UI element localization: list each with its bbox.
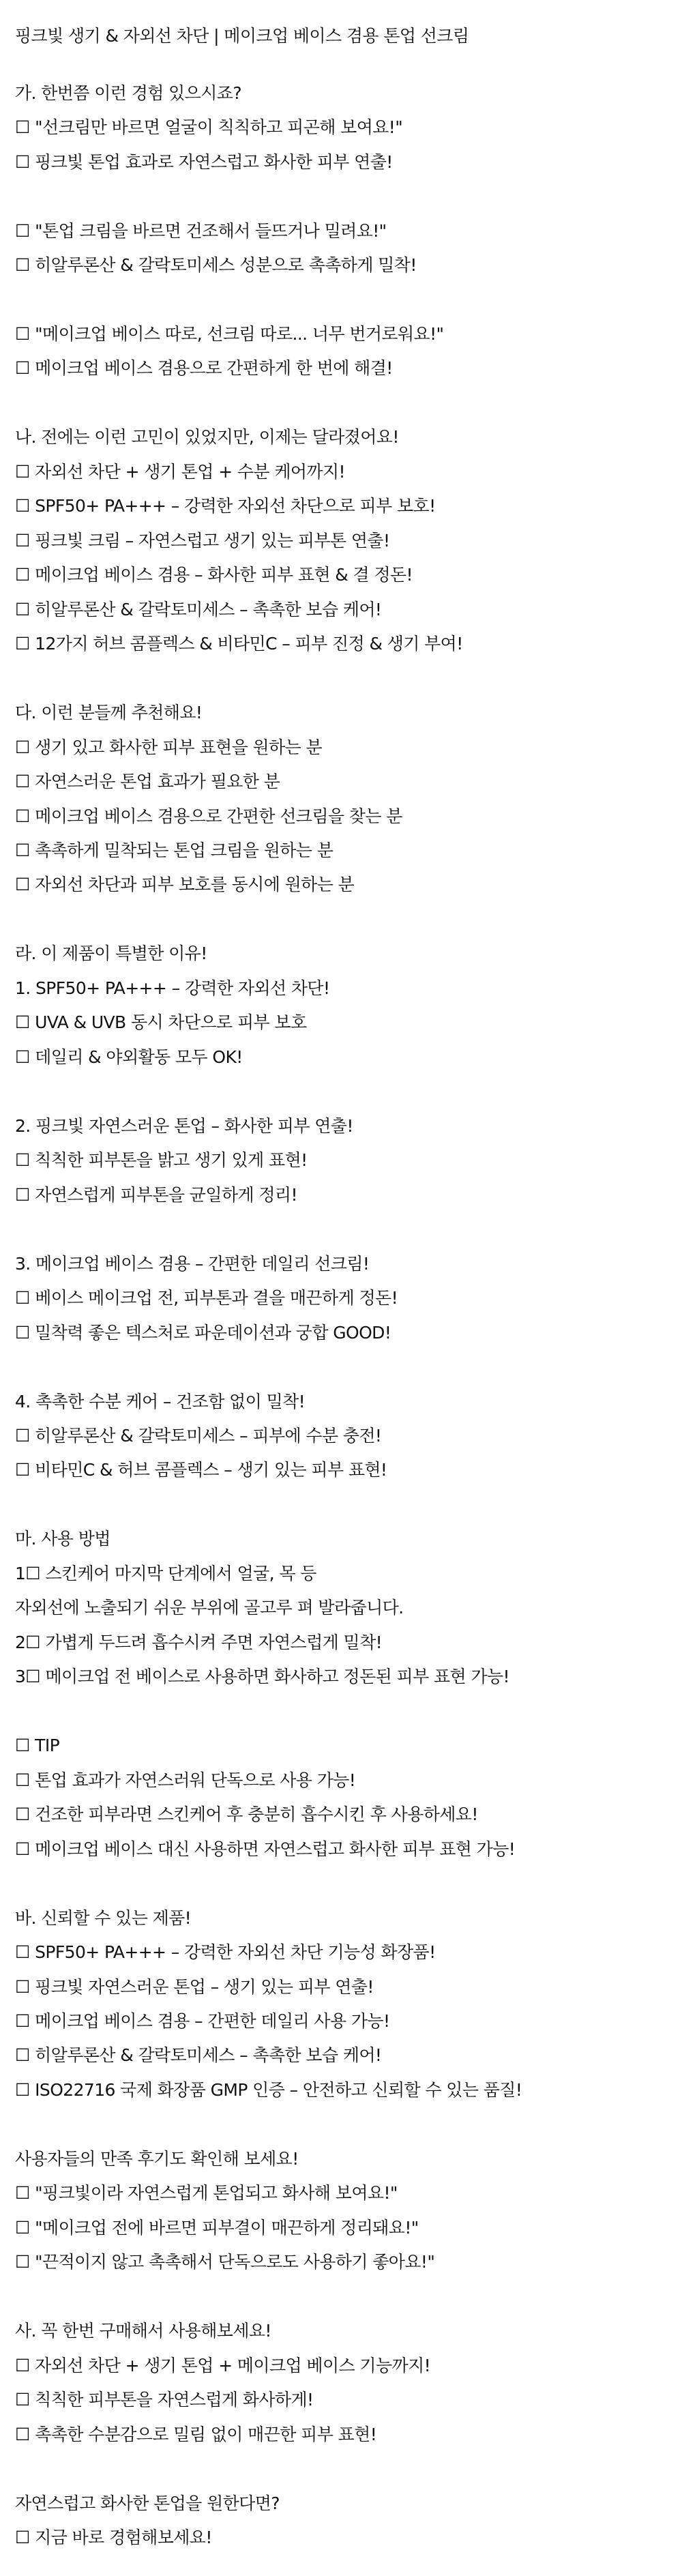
section-sa-heading: 사. 꼭 한번 구매해서 사용해보세요! <box>15 2321 271 2341</box>
tip-heading: ☐ TIP <box>15 1736 60 1755</box>
section-ra-point-title: 4. 촉촉한 수분 케어 – 건조함 없이 밀착! <box>15 1392 306 1411</box>
section-ba-item: ☐ ISO22716 국제 화장품 GMP 인증 – 안전하고 신뢰할 수 있는 품질! <box>15 2080 522 2100</box>
review-item: ☐ "메이크업 전에 바르면 피부결이 매끈하게 정리돼요!" <box>15 2218 419 2238</box>
section-ra-point-title: 2. 핑크빛 자연스러운 톤업 – 화사한 피부 연출! <box>15 1116 353 1136</box>
section-ra-point-item: ☐ 밀착력 좋은 텍스처로 파운데이션과 궁합 GOOD! <box>15 1323 391 1343</box>
cta-action: ☐ 지금 바로 경험해보세요! <box>15 2528 212 2547</box>
section-ra-point-item: ☐ 베이스 메이크업 전, 피부톤과 결을 매끈하게 정돈! <box>15 1288 398 1308</box>
section-ga-item: ☐ 히알루론산 & 갈락토미세스 성분으로 촉촉하게 밀착! <box>15 255 417 275</box>
section-ra-point-title: 3. 메이크업 베이스 겸용 – 간편한 데일리 선크림! <box>15 1254 370 1274</box>
review-item: ☐ "핑크빛이라 자연스럽게 톤업되고 화사해 보여요!" <box>15 2183 398 2203</box>
section-ga-item: ☐ 메이크업 베이스 겸용으로 간편하게 한 번에 해결! <box>15 358 393 378</box>
section-ga-item: ☐ "톤업 크림을 바르면 건조해서 들뜨거나 밀려요!" <box>15 221 387 241</box>
tip-item: ☐ 톤업 효과가 자연스러워 단독으로 사용 가능! <box>15 1770 356 1790</box>
section-ba-item: ☐ 메이크업 베이스 겸용 – 간편한 데일리 사용 가능! <box>15 2011 390 2031</box>
section-ga-item: ☐ 핑크빛 톤업 효과로 자연스럽고 화사한 피부 연출! <box>15 152 393 172</box>
section-ra-point-item: ☐ 데일리 & 야외활동 모두 OK! <box>15 1047 243 1067</box>
reviews-heading: 사용자들의 만족 후기도 확인해 보세요! <box>15 2149 299 2169</box>
section-ga-heading: 가. 한번쯤 이런 경험 있으시죠? <box>15 83 242 103</box>
section-na-item: ☐ 메이크업 베이스 겸용 – 화사한 피부 표현 & 결 정돈! <box>15 565 413 585</box>
section-na-item: ☐ 자외선 차단 + 생기 톤업 + 수분 케어까지! <box>15 462 345 482</box>
section-da-item: ☐ 자외선 차단과 피부 보호를 동시에 원하는 분 <box>15 875 355 894</box>
document-title: 핑크빛 생기 & 자외선 차단 | 메이크업 베이스 겸용 톤업 선크림 <box>15 26 469 46</box>
tip-item: ☐ 건조한 피부라면 스킨케어 후 충분히 흡수시킨 후 사용하세요! <box>15 1804 478 1824</box>
cta-question: 자연스럽고 화사한 톤업을 원한다면? <box>15 2493 280 2513</box>
section-na-item: ☐ 히알루론산 & 갈락토미세스 – 촉촉한 보습 케어! <box>15 600 382 619</box>
section-ra-point-item: ☐ 비타민C & 허브 콤플렉스 – 생기 있는 피부 표현! <box>15 1460 387 1480</box>
usage-step: 2☐ 가볍게 두드려 흡수시켜 주면 자연스럽게 밀착! <box>15 1633 383 1652</box>
section-ba-heading: 바. 신뢰할 수 있는 제품! <box>15 1908 192 1928</box>
section-ba-item: ☐ SPF50+ PA+++ – 강력한 자외선 차단 기능성 화장품! <box>15 1942 436 1962</box>
section-ra-point-item: ☐ 히알루론산 & 갈락토미세스 – 피부에 수분 충전! <box>15 1426 382 1446</box>
section-ra-point-item: ☐ 칙칙한 피부톤을 밝고 생기 있게 표현! <box>15 1150 308 1170</box>
section-ra-point-item: ☐ 자연스럽게 피부톤을 균일하게 정리! <box>15 1185 297 1205</box>
section-na-item: ☐ 핑크빛 크림 – 자연스럽고 생기 있는 피부톤 연출! <box>15 531 390 551</box>
section-da-item: ☐ 자연스러운 톤업 효과가 필요한 분 <box>15 772 280 791</box>
section-sa-item: ☐ 칙칙한 피부톤을 자연스럽게 화사하게! <box>15 2390 314 2410</box>
section-na-item: ☐ SPF50+ PA+++ – 강력한 자외선 차단으로 피부 보호! <box>15 496 436 516</box>
section-da-item: ☐ 생기 있고 화사한 피부 표현을 원하는 분 <box>15 737 323 757</box>
usage-step: 1☐ 스킨케어 마지막 단계에서 얼굴, 목 등 <box>15 1564 316 1583</box>
section-ra-heading: 라. 이 제품이 특별한 이유! <box>15 943 207 963</box>
section-ga-item: ☐ "선크림만 바르면 얼굴이 칙칙하고 피곤해 보여요!" <box>15 117 403 137</box>
section-da-heading: 다. 이런 분들께 추천해요! <box>15 703 203 722</box>
section-ra-point-title: 1. SPF50+ PA+++ – 강력한 자외선 차단! <box>15 978 330 998</box>
review-item: ☐ "끈적이지 않고 촉촉해서 단독으로도 사용하기 좋아요!" <box>15 2252 435 2272</box>
section-ga-item: ☐ "메이크업 베이스 따로, 선크림 따로... 너무 번거로워요!" <box>15 324 444 344</box>
section-na-item: ☐ 12가지 허브 콤플렉스 & 비타민C – 피부 진정 & 생기 부여! <box>15 634 463 654</box>
section-ma-heading: 마. 사용 방법 <box>15 1529 110 1549</box>
usage-step: 3☐ 메이크업 전 베이스로 사용하면 화사하고 정돈된 피부 표현 가능! <box>15 1667 509 1686</box>
section-ra-point-item: ☐ UVA & UVB 동시 차단으로 피부 보호 <box>15 1012 307 1032</box>
section-da-item: ☐ 메이크업 베이스 겸용으로 간편한 선크림을 찾는 분 <box>15 806 402 826</box>
section-da-item: ☐ 촉촉하게 밀착되는 톤업 크림을 원하는 분 <box>15 840 333 860</box>
section-sa-item: ☐ 자외선 차단 + 생기 톤업 + 메이크업 베이스 기능까지! <box>15 2356 431 2375</box>
usage-step: 자외선에 노출되기 쉬운 부위에 골고루 펴 발라줍니다. <box>15 1598 404 1618</box>
section-na-heading: 나. 전에는 이런 고민이 있었지만, 이제는 달라졌어요! <box>15 427 399 447</box>
section-ba-item: ☐ 히알루론산 & 갈락토미세스 – 촉촉한 보습 케어! <box>15 2045 382 2065</box>
section-ba-item: ☐ 핑크빛 자연스러운 톤업 – 생기 있는 피부 연출! <box>15 1977 374 1997</box>
section-sa-item: ☐ 촉촉한 수분감으로 밀림 없이 매끈한 피부 표현! <box>15 2425 377 2444</box>
tip-item: ☐ 메이크업 베이스 대신 사용하면 자연스럽고 화사한 피부 표현 가능! <box>15 1839 516 1859</box>
